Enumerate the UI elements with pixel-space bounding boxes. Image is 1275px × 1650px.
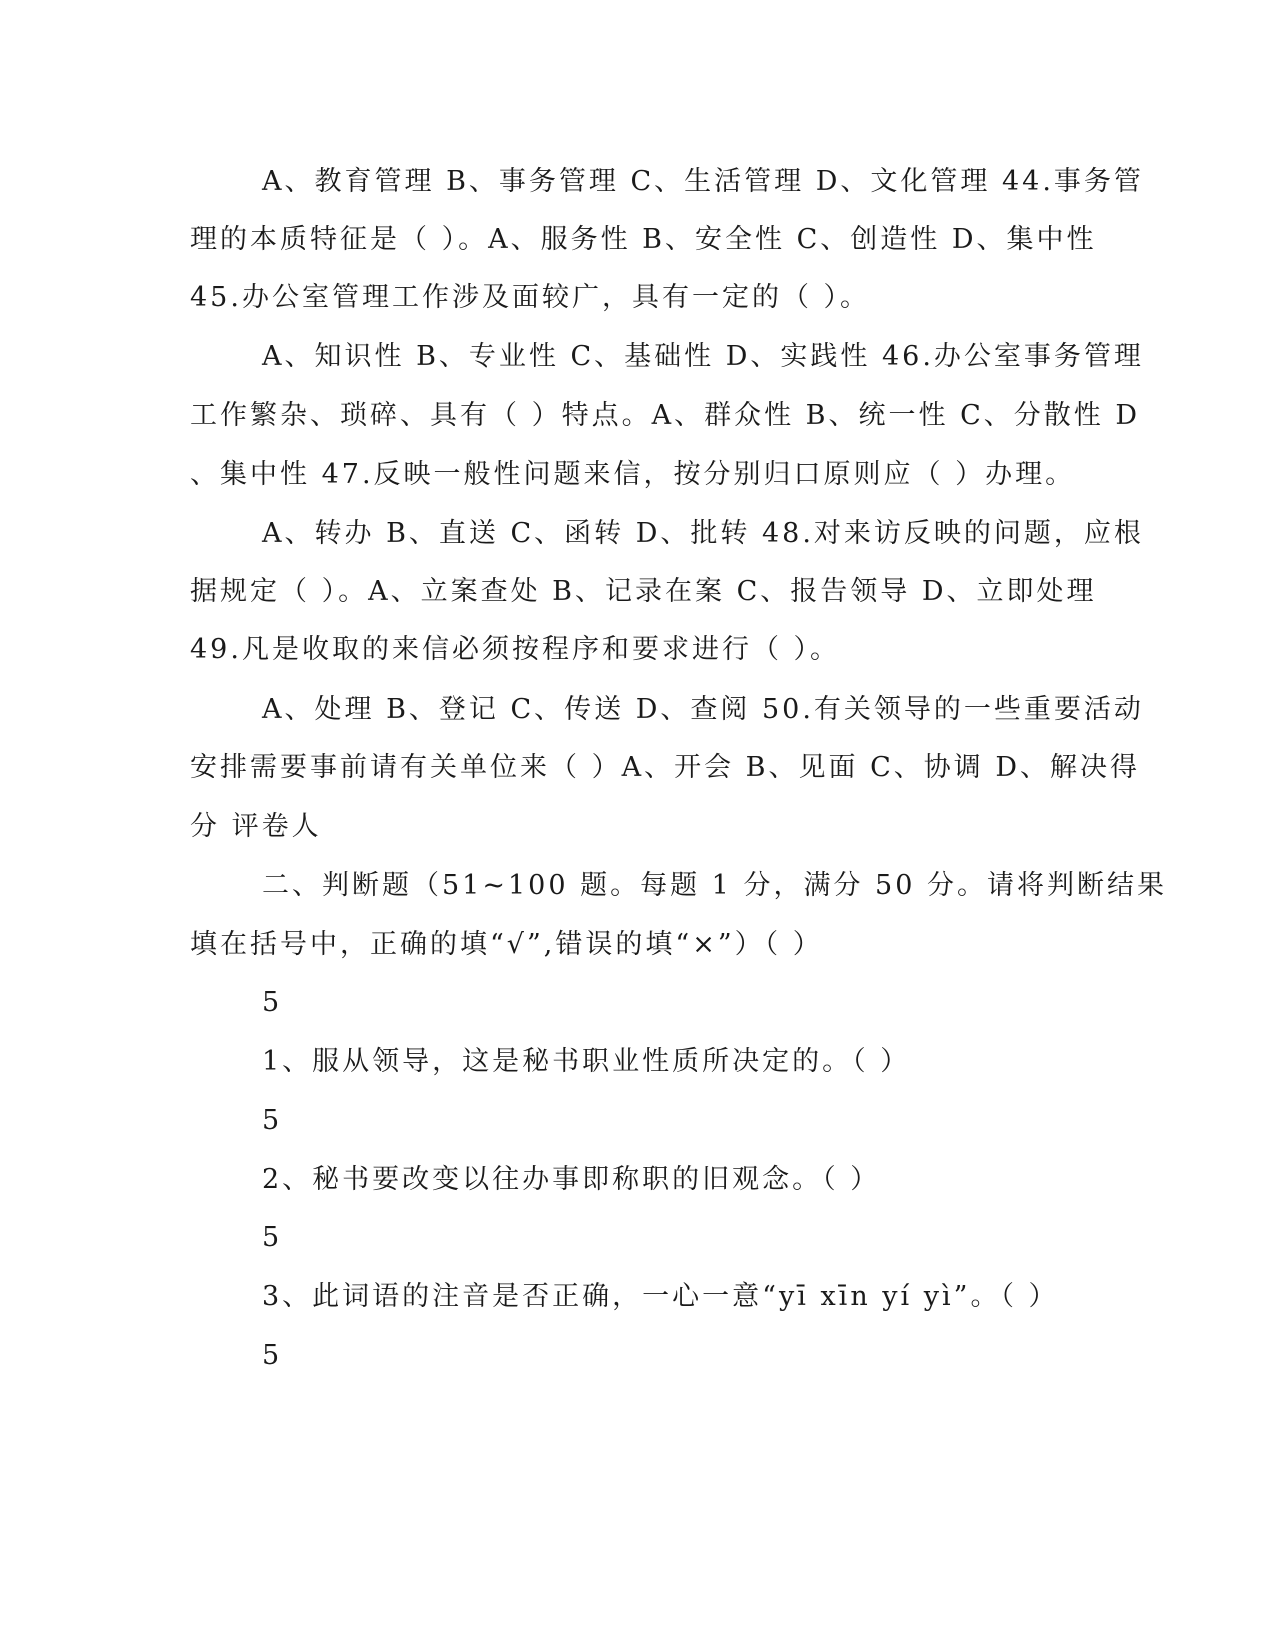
text-line: A、教育管理 B、事务管理 C、生活管理 D、文化管理 44.事务管 [262,166,1144,197]
score-marker: 5 [262,987,283,1018]
text-line: A、转办 B、直送 C、函转 D、批转 48.对来访反映的问题，应根 [262,518,1144,549]
text-line: 45.办公室管理工作涉及面较广，具有一定的（ ）。 [190,282,871,313]
text-line: 49.凡是收取的来信必须按程序和要求进行（ ）。 [190,634,841,665]
text-line: 安排需要事前请有关单位来（ ）A、开会 B、见面 C、协调 D、解决得 [190,752,1140,783]
section-heading: 二、判断题（51~100 题。每题 1 分，满分 50 分。请将判断结果 [262,870,1167,901]
question-item: 3、此词语的注音是否正确，一心一意“yī xīn yí yì”。（ ） [262,1281,1059,1312]
score-marker: 5 [262,1105,283,1136]
text-line: 、集中性 47.反映一般性问题来信，按分别归口原则应（ ）办理。 [190,459,1076,490]
question-item: 2、秘书要改变以往办事即称职的旧观念。（ ） [262,1164,881,1195]
text-line: A、知识性 B、专业性 C、基础性 D、实践性 46.办公室事务管理 [262,341,1144,372]
text-line: 理的本质特征是（ ）。A、服务性 B、安全性 C、创造性 D、集中性 [190,224,1097,255]
question-item: 1、服从领导，这是秘书职业性质所决定的。（ ） [262,1046,911,1077]
text-line: A、处理 B、登记 C、传送 D、查阅 50.有关领导的一些重要活动 [262,694,1144,725]
text-line: 填在括号中，正确的填“√”,错误的填“×”）（ ） [190,929,823,960]
score-marker: 5 [262,1222,283,1253]
score-marker: 5 [262,1340,283,1371]
text-line: 分 评卷人 [190,811,322,842]
text-line: 工作繁杂、琐碎、具有（ ）特点。A、群众性 B、统一性 C、分散性 D [190,400,1140,431]
text-line: 据规定（ ）。A、立案查处 B、记录在案 C、报告领导 D、立即处理 [190,576,1097,607]
